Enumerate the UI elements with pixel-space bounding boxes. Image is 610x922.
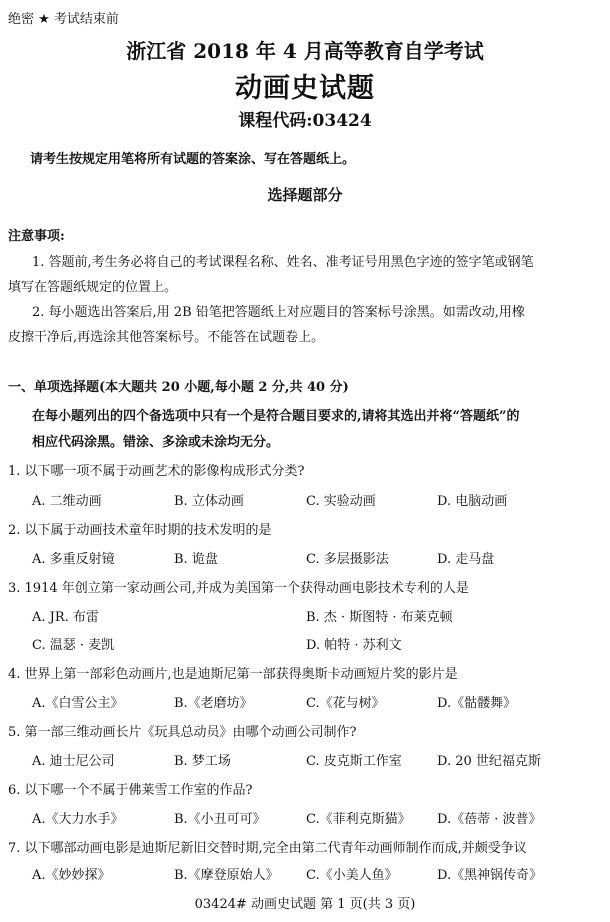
option-a: A.《白雪公主》 (32, 696, 124, 711)
question-stem: 2. 以下属于动画技术童年时期的技术发明的是 (8, 523, 272, 538)
option-d: D. 电脑动画 (437, 494, 508, 509)
option-c: C. 温瑟 · 麦凯 (32, 638, 115, 653)
option-b: B. 梦工场 (174, 754, 231, 769)
option-c: C. 多层摄影法 (306, 552, 389, 567)
section-heading: 一、单项选择题(本大题共 20 小题,每小题 2 分,共 40 分) (8, 380, 349, 395)
question-stem: 1. 以下哪一项不属于动画艺术的影像构成形式分类? (8, 464, 305, 479)
option-c: C. 皮克斯工作室 (306, 754, 402, 769)
exam-title: 浙江省 2018 年 4 月高等教育自学考试 (126, 39, 484, 63)
option-b: B.《老磨坊》 (174, 696, 253, 711)
notes-heading: 注意事项: (8, 229, 65, 244)
option-b: B. 立体动画 (174, 494, 244, 509)
option-b: B.《摩登原始人》 (174, 868, 279, 883)
question-stem: 3. 1914 年创立第一家动画公司,并成为美国第一个获得动画电影技术专利的人是 (8, 581, 469, 596)
option-a: A. 迪士尼公司 (32, 754, 115, 769)
option-c: C.《小美人鱼》 (306, 868, 398, 883)
option-d: D. 走马盘 (437, 552, 495, 567)
option-b: B. 诡盘 (174, 552, 218, 567)
answer-instruction: 请考生按规定用笔将所有试题的答案涂、写在答题纸上。 (30, 152, 356, 167)
subject-title: 动画史试题 (235, 73, 375, 104)
option-c: C.《菲利克斯猫》 (306, 812, 411, 827)
option-d: D.《蓓蒂 · 波普》 (437, 812, 542, 827)
question-stem: 6. 以下哪一个不属于佛莱雪工作室的作品? (8, 783, 253, 798)
question-stem: 5. 第一部三维动画长片《玩具总动员》由哪个动画公司制作? (8, 725, 357, 740)
question-stem: 7. 以下哪部动画电影是迪斯尼新旧交替时期,完全由第二代青年动画师制作而成,并颇受争议 (8, 841, 527, 856)
question-stem: 4. 世界上第一部彩色动画片,也是迪斯尼第一部获得奥斯卡动画短片奖的影片是 (8, 667, 458, 682)
note-1-line-1: 1. 答题前,考生务必将自己的考试课程名称、姓名、准考证号用黑色字迹的签字笔或钢笔 (32, 255, 534, 270)
option-d: D. 帕特 · 苏利文 (306, 638, 402, 653)
option-d: D.《骷髅舞》 (437, 696, 517, 711)
option-a: A. JR. 布雷 (32, 610, 99, 625)
option-b: B. 杰 · 斯图特 · 布莱克顿 (306, 610, 453, 625)
option-a: A. 多重反射镜 (32, 552, 115, 567)
course-code: 课程代码:03424 (238, 111, 372, 131)
option-b: B.《小丑可可》 (174, 812, 266, 827)
page-footer: 03424# 动画史试题 第 1 页(共 3 页) (194, 897, 416, 912)
note-2-line-2: 皮擦干净后,再选涂其他答案标号。不能答在试题卷上。 (8, 330, 325, 345)
option-d: D.《黑神锅传奇》 (437, 868, 543, 883)
section-desc-line-1: 在每小题列出的四个备选项中只有一个是符合题目要求的,请将其选出并将“答题纸”的 (32, 409, 520, 424)
section-desc-line-2: 相应代码涂黑。错涂、多涂或未涂均无分。 (32, 435, 280, 450)
option-d: D. 20 世纪福克斯 (437, 754, 541, 769)
option-c: C. 实验动画 (306, 494, 376, 509)
option-a: A.《大力水手》 (32, 812, 124, 827)
part-title: 选择题部分 (267, 186, 343, 204)
secret-label: 绝密 ★ 考试结束前 (8, 12, 119, 27)
note-1-line-2: 填写在答题纸规定的位置上。 (8, 280, 178, 295)
option-c: C.《花与树》 (306, 696, 385, 711)
option-a: A.《妙妙探》 (32, 868, 111, 883)
note-2-line-1: 2. 每小题选出答案后,用 2B 铅笔把答题纸上对应题目的答案标号涂黑。如需改动,用橡 (32, 305, 525, 320)
option-a: A. 二维动画 (32, 494, 102, 509)
